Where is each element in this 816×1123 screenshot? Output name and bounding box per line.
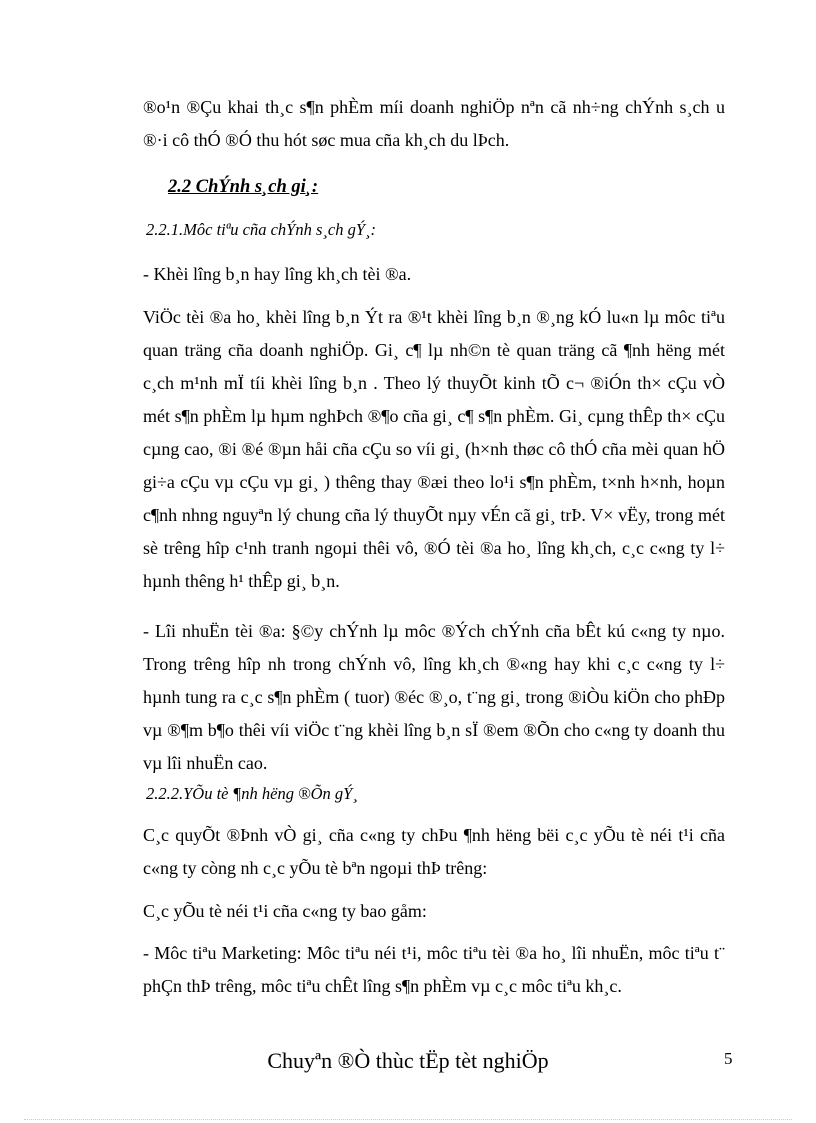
heading-2-2: 2.2 ChÝnh s¸ch gi¸: [168, 177, 319, 197]
heading-2-2-2: 2.2.2.YÕu tè ¶nh hëng ®Õn gÝ¸ [146, 784, 358, 803]
heading-2-2-1: 2.2.1.Môc tiªu cña chÝnh s¸ch gÝ¸: [146, 220, 377, 239]
footer-divider [24, 1119, 792, 1120]
paragraph-muc-tieu-marketing: - Môc tiªu Marketing: Môc tiªu néi t¹i, môc tiªu tèi ®a ho¸ lîi nhuËn, môc tiªu t¨ phÇn thÞ trêng, môc tiªu chÊt lîng s¶n phÈm vµ c¸c môc tiªu kh¸c. [143, 943, 725, 996]
page-number: 5 [724, 1049, 733, 1068]
paragraph-loi-nhuan: - Lîi nhuËn tèi ®a: §©y chÝnh lµ môc ®Ých chÝnh cña bÊt kú c«ng ty nµo. Trong trêng hîp nh trong chÝnh vô, lîng kh¸ch ®«ng hay khi c¸c c«ng ty l÷ hµnh tung ra c¸c s¶n phÈm ( tuor) ®éc ®¸o, t¨ng gi¸ trong ®iÒu kiÖn cho phÐp vµ ®¶m b¶o thêi víi viÖc t¨ng khèi lîng b¸n sÏ ®em ®Õn cho c«ng ty doanh thu vµ lîi nhuËn cao. [143, 621, 725, 773]
paragraph-viec-toi-da: ViÖc tèi ®a ho¸ khèi lîng b¸n Ýt ra ®¹t khèi lîng b¸n ®¸ng kÓ lu«n lµ môc tiªu quan träng cña doanh nghiÖp. Gi¸ c¶ lµ nh©n tè quan träng cã ¶nh hëng mét c¸ch m¹nh mÏ tíi khèi lîng b¸n . Theo lý thuyÕt kinh tÕ c¬ ®iÓn th× cÇu vÒ mét s¶n phÈm lµ hµm nghÞch ®¶o cña gi¸ c¶ s¶n phÈm. Gi¸ cµng thÊp th× cÇu cµng cao, ®i ®é ®µn håi cña cÇu so víi gi¸ (h×nh thøc cô thÓ cña mèi quan hÖ gi÷a cÇu vµ cÇu vµ gi¸ ) thêng thay ®æi theo lo¹i s¶n phÈm, t×nh h×nh, hoµn c¶nh nhng nguyªn lý chung cña lý thuyÕt nµy vÉn cã gi¸ trÞ. V× vËy, trong mét sè trêng hîp c¹nh tranh ngoµi thêi vô, ®Ó tèi ®a ho¸ lîng kh¸ch, c¸c c«ng ty l÷ hµnh thêng h¹ thÊp gi¸ b¸n. [143, 307, 725, 591]
paragraph-cac-quyet-dinh: C¸c quyÕt ®Þnh vÒ gi¸ cña c«ng ty chÞu ¶nh hëng bëi c¸c yÕu tè néi t¹i cña c«ng ty còng nh c¸c yÕu tè bªn ngoµi thÞ trêng: [143, 825, 725, 878]
footer-title: Chuyªn ®Ò thùc tËp tèt nghiÖp [267, 1048, 549, 1073]
paragraph-intro: ®o¹n ®Çu khai th¸c s¶n phÈm míi doanh nghiÖp nªn cã nh÷ng chÝnh s¸ch u ®·i cô thÓ ®Ó thu hót søc mua cña kh¸ch du lÞch. [143, 97, 725, 150]
paragraph-cac-yeu-to: C¸c yÕu tè néi t¹i cña c«ng ty bao gåm: [143, 901, 427, 921]
paragraph-dash-khoi-luong: - Khèi lîng b¸n hay lîng kh¸ch tèi ®a. [143, 264, 412, 284]
